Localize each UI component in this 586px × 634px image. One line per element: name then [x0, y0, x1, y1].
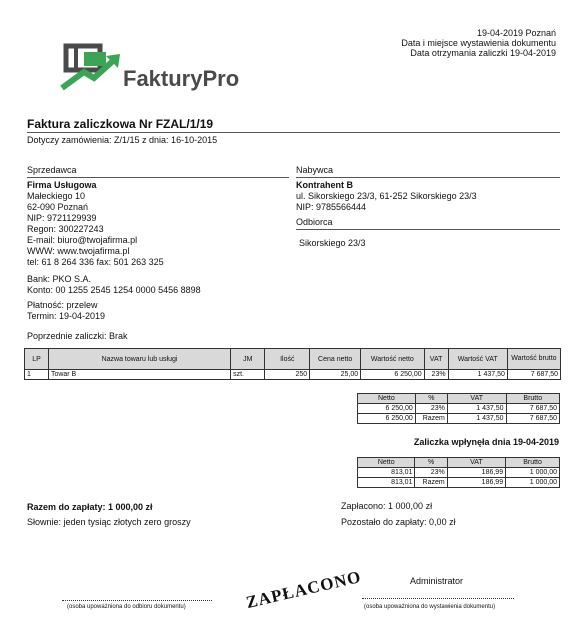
logo-text: FakturyPro	[123, 66, 240, 91]
seller-divider	[27, 177, 289, 178]
advance-col-vat: VAT	[447, 458, 505, 468]
advance-received-date: Data otrzymania zaliczki 19-04-2019	[410, 48, 556, 58]
col-name: Nazwa towaru lub usługi	[48, 349, 230, 370]
payment-due: Termin: 19-04-2019	[27, 311, 106, 321]
summary-col-vat: VAT	[447, 394, 506, 404]
summary-net: 6 250,00	[358, 414, 416, 424]
advance-title: Zaliczka wpłynęła dnia 19-04-2019	[413, 437, 559, 447]
col-net-price: Cena netto	[310, 349, 361, 370]
seller-bank: Bank: PKO S.A.	[27, 274, 92, 284]
header-info	[296, 28, 556, 58]
items-header-row	[25, 349, 561, 370]
col-qty: Ilość	[265, 349, 310, 370]
advance-header-row	[358, 458, 560, 468]
issuer-caption: (osoba upoważniona do wystawienia dokumentu)	[364, 604, 496, 610]
previous-advances: Poprzednie zaliczki: Brak	[27, 331, 128, 341]
advance-table	[357, 457, 560, 488]
cell-unit: szt.	[231, 370, 265, 380]
issuer-signature-line	[362, 598, 514, 599]
cell-qty: 250	[265, 370, 310, 380]
logo-icon	[60, 42, 130, 94]
advance-net: 813,01	[358, 478, 415, 488]
advance-rate: 23%	[415, 468, 447, 478]
table-row	[358, 478, 560, 488]
seller-heading: Sprzedawca	[27, 165, 77, 175]
title-divider	[27, 132, 560, 133]
advance-net: 813,01	[358, 468, 415, 478]
cell-net-price: 25,00	[310, 370, 361, 380]
table-row	[358, 414, 560, 424]
summary-gross: 7 687,50	[506, 414, 559, 424]
cell-lp: 1	[25, 370, 49, 380]
amount-in-words: Słownie: jeden tysiąc złotych zero groszy	[27, 517, 191, 527]
recipient-address: Sikorskiego 23/3	[299, 238, 366, 248]
payment-method: Płatność: przelew	[27, 300, 98, 310]
cell-name: Towar B	[48, 370, 230, 380]
advance-gross: 1 000,00	[506, 478, 560, 488]
col-vat: VAT	[424, 349, 448, 370]
col-net-value: Wartość netto	[361, 349, 424, 370]
vat-summary-table	[357, 393, 560, 424]
receiver-caption: (osoba upoważniona do odbioru dokumentu)	[67, 604, 186, 610]
advance-col-net: Netto	[358, 458, 415, 468]
advance-vat: 186,99	[447, 478, 505, 488]
issue-date-place: 19-04-2019 Poznań	[476, 28, 556, 38]
seller-city: 62-090 Poznań	[27, 202, 89, 212]
seller-name: Firma Usługowa	[27, 180, 97, 190]
seller-email: E-mail: biuro@twojafirma.pl	[27, 235, 138, 245]
seller-www: WWW: www.twojafirma.pl	[27, 246, 130, 256]
summary-col-gross: Brutto	[506, 394, 559, 404]
invoice-title: Faktura zaliczkowa Nr FZAL/1/19	[27, 117, 214, 131]
col-vat-value: Wartość VAT	[448, 349, 507, 370]
col-lp: LP	[25, 349, 49, 370]
summary-net: 6 250,00	[358, 404, 416, 414]
company-logo	[60, 40, 260, 98]
summary-rate: 23%	[415, 404, 447, 414]
order-reference: Dotyczy zamówienia: Z/1/15 z dnia: 16-10-2015	[27, 135, 218, 145]
table-row	[358, 468, 560, 478]
total-to-pay: Razem do zapłaty: 1 000,00 zł	[27, 502, 153, 512]
seller-nip: NIP: 9721129939	[27, 213, 97, 223]
col-unit: JM	[231, 349, 265, 370]
items-table	[24, 348, 561, 380]
summary-vat: 1 437,50	[447, 404, 506, 414]
receiver-signature-line	[62, 600, 212, 601]
advance-col-rate: %	[415, 458, 447, 468]
advance-col-gross: Brutto	[506, 458, 560, 468]
issue-label: Data i miejsce wystawienia dokumentu	[401, 38, 556, 48]
recipient-heading: Odbiorca	[296, 217, 333, 227]
summary-vat: 1 437,50	[447, 414, 506, 424]
buyer-block	[296, 180, 477, 213]
recipient-divider	[296, 229, 560, 230]
summary-col-net: Netto	[358, 394, 416, 404]
seller-regon: Regon: 300227243	[27, 224, 104, 234]
advance-vat: 186,99	[447, 468, 505, 478]
buyer-name: Kontrahent B	[296, 180, 353, 190]
seller-block	[27, 180, 287, 322]
buyer-address: ul. Sikorskiego 23/3, 61-252 Sikorskiego 23/3	[296, 191, 477, 201]
amount-paid: Zapłacono: 1 000,00 zł	[341, 501, 433, 511]
summary-gross: 7 687,50	[506, 404, 559, 414]
summary-rate: Razem	[415, 414, 447, 424]
summary-col-rate: %	[415, 394, 447, 404]
seller-street: Małeckiego 10	[27, 191, 86, 201]
table-row	[25, 370, 561, 380]
amount-remaining: Pozostało do zapłaty: 0,00 zł	[341, 517, 456, 527]
buyer-nip: NIP: 9785566444	[296, 202, 367, 212]
advance-gross: 1 000,00	[506, 468, 560, 478]
advance-rate: Razem	[415, 478, 447, 488]
cell-vat: 23%	[424, 370, 448, 380]
buyer-heading: Nabywca	[296, 165, 334, 175]
col-gross-value: Wartość brutto	[507, 349, 560, 370]
cell-vat-value: 1 437,50	[448, 370, 507, 380]
summary-header-row	[358, 394, 560, 404]
table-row	[358, 404, 560, 414]
issuer-name: Administrator	[410, 576, 464, 586]
cell-gross-value: 7 687,50	[507, 370, 560, 380]
paid-stamp: ZAPŁACONO	[244, 567, 364, 612]
buyer-divider	[296, 177, 560, 178]
seller-tel: tel: 61 8 264 336 fax: 501 263 325	[27, 257, 164, 267]
cell-net-value: 6 250,00	[361, 370, 424, 380]
seller-account: Konto: 00 1255 2545 1254 0000 5456 8898	[27, 285, 201, 295]
